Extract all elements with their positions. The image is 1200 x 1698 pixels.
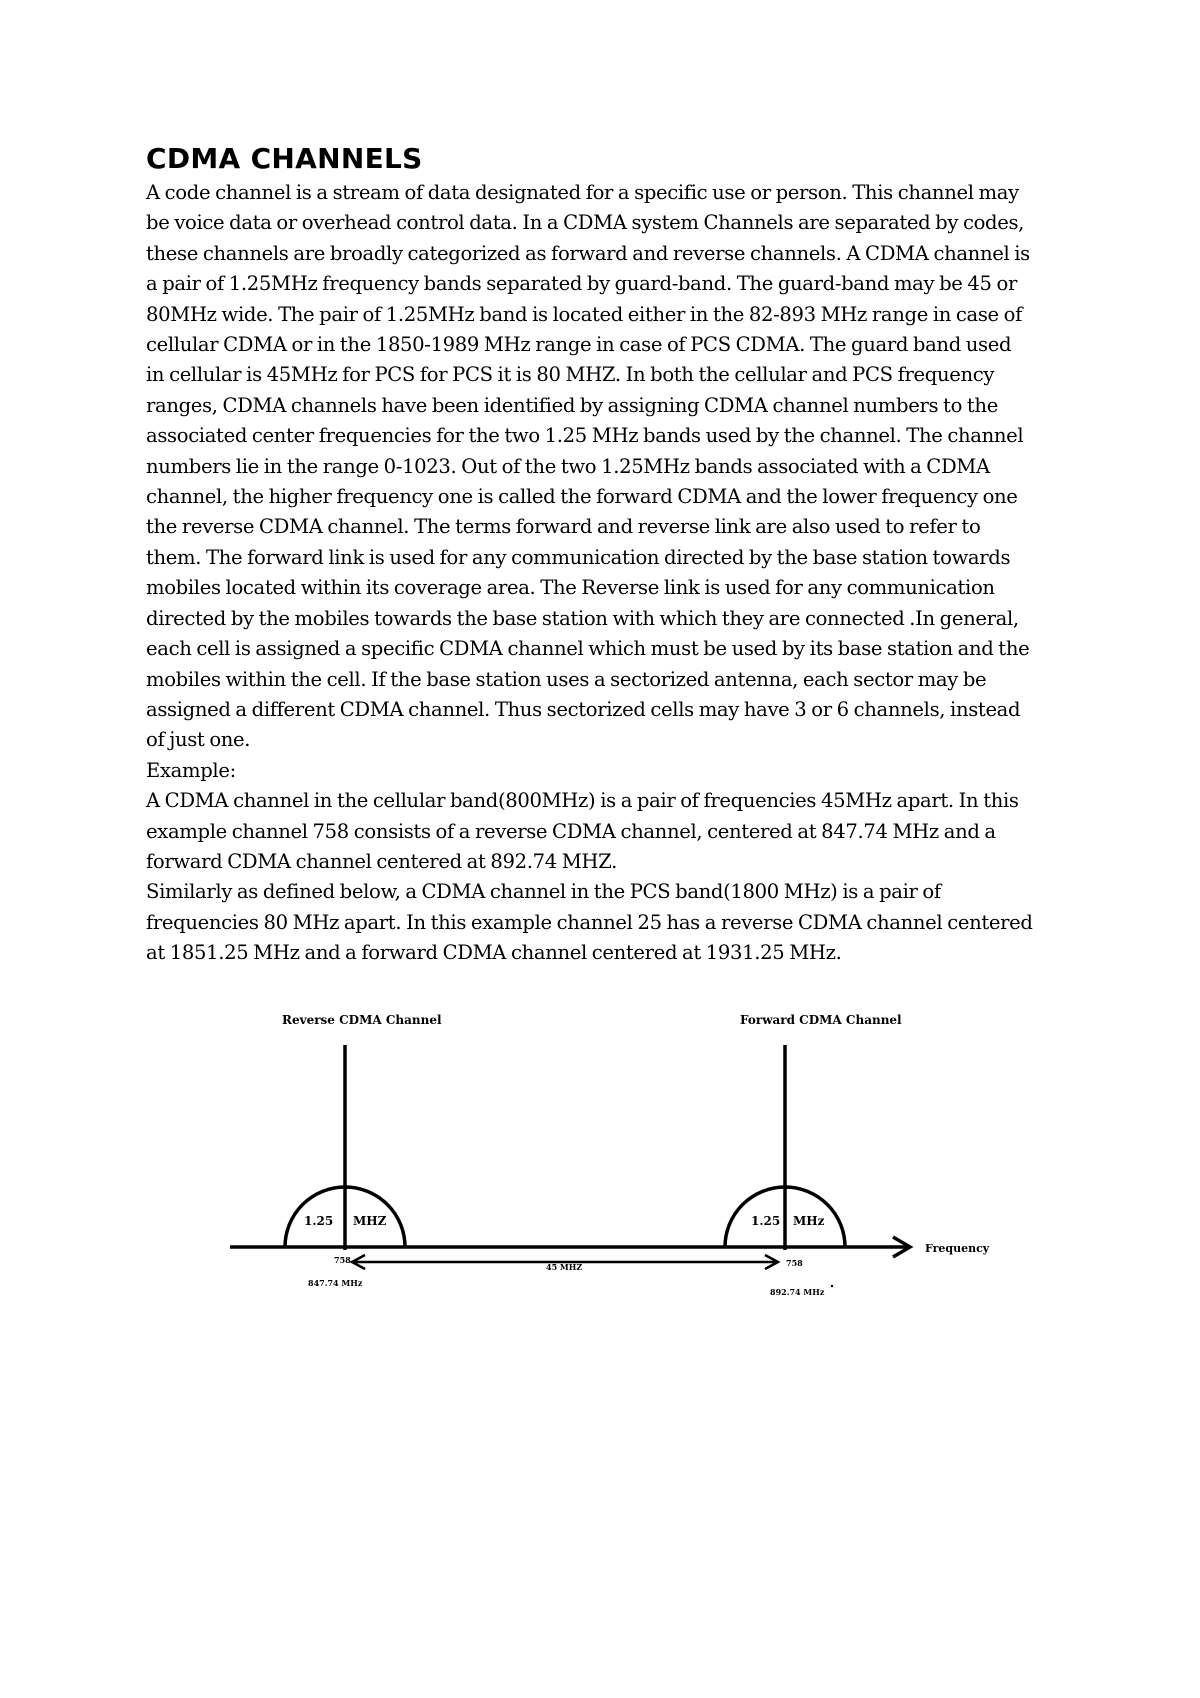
text-line: directed by the mobiles towards the base station with which they are connected .In general, bbox=[146, 606, 1019, 630]
text-line: assigned a different CDMA channel. Thus sectorized cells may have 3 or 6 channels, instead bbox=[146, 697, 1021, 721]
forward-bandwidth-value: 1.25 bbox=[751, 1214, 781, 1228]
frequency-axis-label: Frequency bbox=[925, 1242, 990, 1255]
forward-center-frequency: 892.74 MHz bbox=[770, 1287, 825, 1297]
text-line: forward CDMA channel centered at 892.74 MHZ. bbox=[146, 849, 617, 873]
text-line: ranges, CDMA channels have been identified by assigning CDMA channel numbers to the bbox=[146, 393, 998, 417]
text-line: each cell is assigned a specific CDMA channel which must be used by its base station and the bbox=[146, 637, 1030, 661]
text-line: a pair of 1.25MHz frequency bands separated by guard-band. The guard-band may be 45 or bbox=[146, 272, 1017, 296]
text-line: A code channel is a stream of data designated for a specific use or person. This channel may bbox=[146, 181, 1019, 204]
text-line: the reverse CDMA channel. The terms forward and reverse link are also used to refer to bbox=[146, 515, 981, 539]
text-line: mobiles within the cell. If the base station uses a sectorized antenna, each sector may be bbox=[146, 667, 987, 691]
text-line: mobiles located within its coverage area. The Reverse link is used for any communication bbox=[146, 576, 995, 600]
text-line: be voice data or overhead control data. In a CDMA system Channels are separated by codes, bbox=[146, 211, 1025, 235]
text-line: in cellular is 45MHz for PCS for PCS it is 80 MHZ. In both the cellular and PCS frequency bbox=[146, 363, 995, 387]
text-line: A CDMA channel in the cellular band(800MHz) is a pair of frequencies 45MHz apart. In this bbox=[146, 789, 1019, 813]
forward-channel-number: 758 bbox=[786, 1258, 803, 1268]
text-line: channel, the higher frequency one is called the forward CDMA and the lower frequency one bbox=[146, 485, 1018, 509]
text-line: cellular CDMA or in the 1850-1989 MHz range in case of PCS CDMA. The guard band used bbox=[146, 333, 1012, 357]
reverse-channel-number: 758 bbox=[334, 1255, 351, 1265]
text-line: of just one. bbox=[146, 728, 251, 752]
page-title: CDMA CHANNELS bbox=[146, 142, 423, 175]
text-line: 80MHz wide. The pair of 1.25MHz band is located either in the 82-893 MHz range in case of bbox=[146, 302, 1023, 326]
text-line: Similarly as defined below, a CDMA channel in the PCS band(1800 MHz) is a pair of bbox=[146, 880, 941, 904]
reverse-bandwidth-unit: MHZ bbox=[353, 1214, 387, 1228]
reverse-bandwidth-value: 1.25 bbox=[304, 1214, 334, 1228]
text-line: numbers lie in the range 0-1023. Out of the two 1.25MHz bands associated with a CDMA bbox=[146, 454, 990, 478]
text-line: them. The forward link is used for any communication directed by the base station towards bbox=[146, 545, 1011, 569]
text-line: at 1851.25 MHz and a forward CDMA channel centered at 1931.25 MHz. bbox=[146, 941, 842, 965]
text-line: these channels are broadly categorized as forward and reverse channels. A CDMA channel is bbox=[146, 241, 1030, 265]
text-line: associated center frequencies for the two 1.25 MHz bands used by the channel. The channel bbox=[146, 424, 1024, 448]
reverse-channel-title: Reverse CDMA Channel bbox=[282, 1013, 442, 1027]
text-line: example channel 758 consists of a reverse CDMA channel, centered at 847.74 MHz and a bbox=[146, 819, 996, 843]
forward-bandwidth-unit: MHz bbox=[793, 1214, 825, 1228]
separation-label: 45 MHZ bbox=[546, 1262, 583, 1272]
stray-dot bbox=[831, 1285, 833, 1287]
diagram-svg bbox=[220, 1000, 1020, 1310]
body-text bbox=[146, 178, 1066, 969]
forward-channel-title: Forward CDMA Channel bbox=[740, 1013, 902, 1027]
text-line: frequencies 80 MHz apart. In this example channel 25 has a reverse CDMA channel centered bbox=[146, 910, 1033, 934]
document-body bbox=[146, 140, 1066, 969]
reverse-center-frequency: 847.74 MHz bbox=[308, 1278, 363, 1288]
cdma-channel-diagram bbox=[220, 1000, 1020, 1310]
text-line: Example: bbox=[146, 758, 236, 782]
